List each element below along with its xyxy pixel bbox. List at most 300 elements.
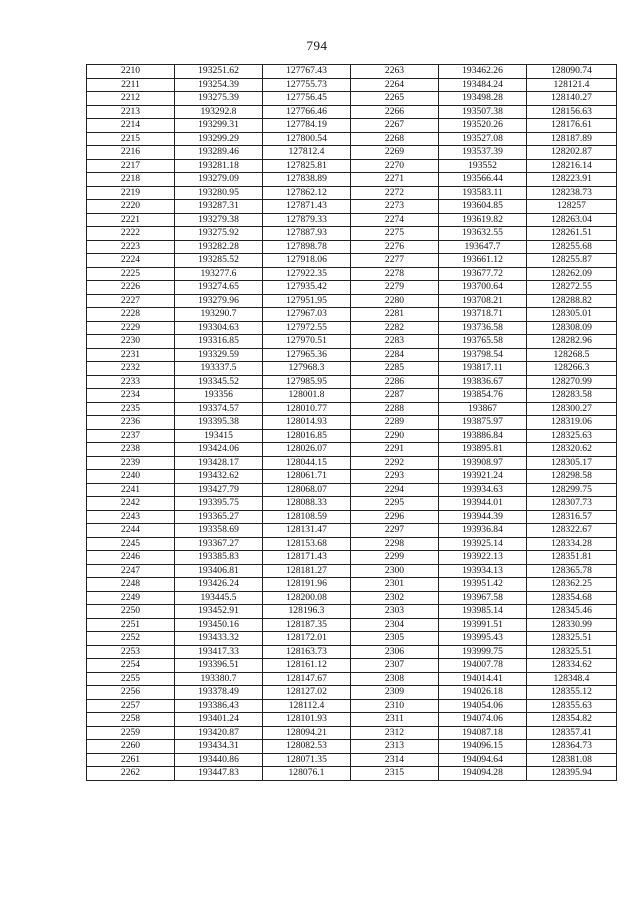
table-row xyxy=(87,713,617,727)
x-coordinate-cell: 193498.28 xyxy=(439,92,527,106)
point-number-cell: 2239 xyxy=(87,456,175,470)
y-coordinate-cell: 128257 xyxy=(527,200,617,214)
y-coordinate-cell: 128325.51 xyxy=(527,645,617,659)
x-coordinate-cell: 193395.38 xyxy=(175,416,263,430)
point-number-cell: 2308 xyxy=(351,672,439,686)
point-number-cell: 2241 xyxy=(87,483,175,497)
point-number-cell: 2298 xyxy=(351,537,439,551)
y-coordinate-cell: 128101.93 xyxy=(263,713,351,727)
y-coordinate-cell: 128163.73 xyxy=(263,645,351,659)
table-row xyxy=(87,510,617,524)
x-coordinate-cell: 193401.24 xyxy=(175,713,263,727)
table-row xyxy=(87,672,617,686)
point-number-cell: 2238 xyxy=(87,443,175,457)
y-coordinate-cell: 128108.59 xyxy=(263,510,351,524)
table-row xyxy=(87,564,617,578)
y-coordinate-cell: 128076.1 xyxy=(263,767,351,781)
y-coordinate-cell: 128016.85 xyxy=(263,429,351,443)
x-coordinate-cell: 194096.15 xyxy=(439,740,527,754)
y-coordinate-cell: 128202.87 xyxy=(527,146,617,160)
x-coordinate-cell: 193798.54 xyxy=(439,348,527,362)
y-coordinate-cell: 127972.55 xyxy=(263,321,351,335)
table-row xyxy=(87,726,617,740)
y-coordinate-cell: 128068.07 xyxy=(263,483,351,497)
point-number-cell: 2299 xyxy=(351,551,439,565)
x-coordinate-cell: 193345.52 xyxy=(175,375,263,389)
x-coordinate-cell: 194094.28 xyxy=(439,767,527,781)
y-coordinate-cell: 128355.63 xyxy=(527,699,617,713)
point-number-cell: 2278 xyxy=(351,267,439,281)
point-number-cell: 2221 xyxy=(87,213,175,227)
x-coordinate-cell: 193415 xyxy=(175,429,263,443)
x-coordinate-cell: 193275.39 xyxy=(175,92,263,106)
point-number-cell: 2305 xyxy=(351,632,439,646)
table-row xyxy=(87,254,617,268)
table-row xyxy=(87,618,617,632)
point-number-cell: 2283 xyxy=(351,335,439,349)
y-coordinate-cell: 128322.67 xyxy=(527,524,617,538)
x-coordinate-cell: 193406.81 xyxy=(175,564,263,578)
x-coordinate-cell: 193944.39 xyxy=(439,510,527,524)
x-coordinate-cell: 193428.17 xyxy=(175,456,263,470)
x-coordinate-cell: 193934.13 xyxy=(439,564,527,578)
y-coordinate-cell: 127879.33 xyxy=(263,213,351,227)
y-coordinate-cell: 128365.78 xyxy=(527,564,617,578)
x-coordinate-cell: 193396.51 xyxy=(175,659,263,673)
x-coordinate-cell: 193289.46 xyxy=(175,146,263,160)
y-coordinate-cell: 128255.68 xyxy=(527,240,617,254)
x-coordinate-cell: 193304.63 xyxy=(175,321,263,335)
y-coordinate-cell: 128348.4 xyxy=(527,672,617,686)
table-row xyxy=(87,335,617,349)
y-coordinate-cell: 127766.46 xyxy=(263,105,351,119)
point-number-cell: 2253 xyxy=(87,645,175,659)
point-number-cell: 2214 xyxy=(87,119,175,133)
x-coordinate-cell: 193854.76 xyxy=(439,389,527,403)
y-coordinate-cell: 128305.17 xyxy=(527,456,617,470)
y-coordinate-cell: 127812.4 xyxy=(263,146,351,160)
y-coordinate-cell: 128223.91 xyxy=(527,173,617,187)
table-row xyxy=(87,429,617,443)
x-coordinate-cell: 193967.58 xyxy=(439,591,527,605)
y-coordinate-cell: 128345.46 xyxy=(527,605,617,619)
x-coordinate-cell: 193484.24 xyxy=(439,78,527,92)
x-coordinate-cell: 193677.72 xyxy=(439,267,527,281)
y-coordinate-cell: 128268.5 xyxy=(527,348,617,362)
point-number-cell: 2230 xyxy=(87,335,175,349)
y-coordinate-cell: 128153.68 xyxy=(263,537,351,551)
y-coordinate-cell: 128354.68 xyxy=(527,591,617,605)
table-row xyxy=(87,119,617,133)
y-coordinate-cell: 128305.01 xyxy=(527,308,617,322)
x-coordinate-cell: 193290.7 xyxy=(175,308,263,322)
x-coordinate-cell: 193537.39 xyxy=(439,146,527,160)
x-coordinate-cell: 193287.31 xyxy=(175,200,263,214)
x-coordinate-cell: 193450.16 xyxy=(175,618,263,632)
point-number-cell: 2311 xyxy=(351,713,439,727)
point-number-cell: 2296 xyxy=(351,510,439,524)
x-coordinate-cell: 193925.14 xyxy=(439,537,527,551)
point-number-cell: 2224 xyxy=(87,254,175,268)
point-number-cell: 2268 xyxy=(351,132,439,146)
x-coordinate-cell: 193934.63 xyxy=(439,483,527,497)
x-coordinate-cell: 193936.84 xyxy=(439,524,527,538)
x-coordinate-cell: 193367.27 xyxy=(175,537,263,551)
y-coordinate-cell: 127898.78 xyxy=(263,240,351,254)
point-number-cell: 2264 xyxy=(351,78,439,92)
table-row xyxy=(87,267,617,281)
point-number-cell: 2295 xyxy=(351,497,439,511)
point-number-cell: 2226 xyxy=(87,281,175,295)
y-coordinate-cell: 127887.93 xyxy=(263,227,351,241)
y-coordinate-cell: 128362.25 xyxy=(527,578,617,592)
y-coordinate-cell: 128161.12 xyxy=(263,659,351,673)
x-coordinate-cell: 193329.59 xyxy=(175,348,263,362)
table-row xyxy=(87,686,617,700)
table-row xyxy=(87,632,617,646)
table-row xyxy=(87,740,617,754)
point-number-cell: 2306 xyxy=(351,645,439,659)
y-coordinate-cell: 127838.89 xyxy=(263,173,351,187)
point-number-cell: 2288 xyxy=(351,402,439,416)
x-coordinate-cell: 193647.7 xyxy=(439,240,527,254)
point-number-cell: 2213 xyxy=(87,105,175,119)
x-coordinate-cell: 193254.39 xyxy=(175,78,263,92)
point-number-cell: 2280 xyxy=(351,294,439,308)
y-coordinate-cell: 127825.81 xyxy=(263,159,351,173)
point-number-cell: 2300 xyxy=(351,564,439,578)
x-coordinate-cell: 193736.58 xyxy=(439,321,527,335)
y-coordinate-cell: 127922.35 xyxy=(263,267,351,281)
table-row xyxy=(87,281,617,295)
x-coordinate-cell: 194094.64 xyxy=(439,753,527,767)
point-number-cell: 2222 xyxy=(87,227,175,241)
x-coordinate-cell: 193507.38 xyxy=(439,105,527,119)
y-coordinate-cell: 128334.28 xyxy=(527,537,617,551)
point-number-cell: 2246 xyxy=(87,551,175,565)
y-coordinate-cell: 128334.62 xyxy=(527,659,617,673)
x-coordinate-cell: 193374.57 xyxy=(175,402,263,416)
point-number-cell: 2247 xyxy=(87,564,175,578)
table-row xyxy=(87,578,617,592)
point-number-cell: 2229 xyxy=(87,321,175,335)
point-number-cell: 2258 xyxy=(87,713,175,727)
x-coordinate-cell: 193281.18 xyxy=(175,159,263,173)
y-coordinate-cell: 127965.36 xyxy=(263,348,351,362)
table-row xyxy=(87,645,617,659)
x-coordinate-cell: 193279.38 xyxy=(175,213,263,227)
table-row xyxy=(87,65,617,79)
point-number-cell: 2265 xyxy=(351,92,439,106)
y-coordinate-cell: 128270.99 xyxy=(527,375,617,389)
x-coordinate-cell: 193836.67 xyxy=(439,375,527,389)
point-number-cell: 2310 xyxy=(351,699,439,713)
point-number-cell: 2235 xyxy=(87,402,175,416)
table-row xyxy=(87,537,617,551)
x-coordinate-cell: 193985.14 xyxy=(439,605,527,619)
y-coordinate-cell: 127871.43 xyxy=(263,200,351,214)
table-row xyxy=(87,200,617,214)
point-number-cell: 2290 xyxy=(351,429,439,443)
point-number-cell: 2262 xyxy=(87,767,175,781)
x-coordinate-cell: 193718.71 xyxy=(439,308,527,322)
table-row xyxy=(87,186,617,200)
y-coordinate-cell: 127784.19 xyxy=(263,119,351,133)
point-number-cell: 2220 xyxy=(87,200,175,214)
table-row xyxy=(87,416,617,430)
point-number-cell: 2211 xyxy=(87,78,175,92)
y-coordinate-cell: 127918.06 xyxy=(263,254,351,268)
x-coordinate-cell: 194074.06 xyxy=(439,713,527,727)
x-coordinate-cell: 193420.87 xyxy=(175,726,263,740)
table-row xyxy=(87,524,617,538)
y-coordinate-cell: 128131.47 xyxy=(263,524,351,538)
y-coordinate-cell: 128261.51 xyxy=(527,227,617,241)
y-coordinate-cell: 128121.4 xyxy=(527,78,617,92)
y-coordinate-cell: 128176.61 xyxy=(527,119,617,133)
table-row xyxy=(87,443,617,457)
point-number-cell: 2219 xyxy=(87,186,175,200)
table-row xyxy=(87,483,617,497)
x-coordinate-cell: 194087.18 xyxy=(439,726,527,740)
point-number-cell: 2274 xyxy=(351,213,439,227)
point-number-cell: 2225 xyxy=(87,267,175,281)
y-coordinate-cell: 128187.35 xyxy=(263,618,351,632)
point-number-cell: 2254 xyxy=(87,659,175,673)
point-number-cell: 2315 xyxy=(351,767,439,781)
x-coordinate-cell: 194026.18 xyxy=(439,686,527,700)
table-row xyxy=(87,591,617,605)
point-number-cell: 2234 xyxy=(87,389,175,403)
table-row xyxy=(87,308,617,322)
x-coordinate-cell: 193944.01 xyxy=(439,497,527,511)
table-row xyxy=(87,348,617,362)
y-coordinate-cell: 127968.3 xyxy=(263,362,351,376)
point-number-cell: 2233 xyxy=(87,375,175,389)
y-coordinate-cell: 128044.15 xyxy=(263,456,351,470)
point-number-cell: 2302 xyxy=(351,591,439,605)
y-coordinate-cell: 128191.96 xyxy=(263,578,351,592)
y-coordinate-cell: 128298.58 xyxy=(527,470,617,484)
point-number-cell: 2281 xyxy=(351,308,439,322)
y-coordinate-cell: 128308.09 xyxy=(527,321,617,335)
point-number-cell: 2285 xyxy=(351,362,439,376)
x-coordinate-cell: 193380.7 xyxy=(175,672,263,686)
x-coordinate-cell: 193895.81 xyxy=(439,443,527,457)
point-number-cell: 2260 xyxy=(87,740,175,754)
coordinates-table xyxy=(86,64,617,781)
x-coordinate-cell: 193447.83 xyxy=(175,767,263,781)
y-coordinate-cell: 128307.73 xyxy=(527,497,617,511)
x-coordinate-cell: 193817.11 xyxy=(439,362,527,376)
x-coordinate-cell: 193365.27 xyxy=(175,510,263,524)
y-coordinate-cell: 128014.93 xyxy=(263,416,351,430)
point-number-cell: 2228 xyxy=(87,308,175,322)
x-coordinate-cell: 193583.11 xyxy=(439,186,527,200)
x-coordinate-cell: 193999.75 xyxy=(439,645,527,659)
y-coordinate-cell: 128325.51 xyxy=(527,632,617,646)
point-number-cell: 2287 xyxy=(351,389,439,403)
x-coordinate-cell: 193299.29 xyxy=(175,132,263,146)
x-coordinate-cell: 193434.31 xyxy=(175,740,263,754)
point-number-cell: 2312 xyxy=(351,726,439,740)
y-coordinate-cell: 128187.89 xyxy=(527,132,617,146)
table-row xyxy=(87,132,617,146)
y-coordinate-cell: 128319.06 xyxy=(527,416,617,430)
x-coordinate-cell: 193462.26 xyxy=(439,65,527,79)
x-coordinate-cell: 193395.75 xyxy=(175,497,263,511)
point-number-cell: 2249 xyxy=(87,591,175,605)
point-number-cell: 2227 xyxy=(87,294,175,308)
point-number-cell: 2307 xyxy=(351,659,439,673)
y-coordinate-cell: 128262.09 xyxy=(527,267,617,281)
table-row xyxy=(87,321,617,335)
x-coordinate-cell: 193708.21 xyxy=(439,294,527,308)
point-number-cell: 2237 xyxy=(87,429,175,443)
x-coordinate-cell: 193566.44 xyxy=(439,173,527,187)
y-coordinate-cell: 127755.73 xyxy=(263,78,351,92)
point-number-cell: 2291 xyxy=(351,443,439,457)
point-number-cell: 2210 xyxy=(87,65,175,79)
table-row xyxy=(87,78,617,92)
y-coordinate-cell: 128082.53 xyxy=(263,740,351,754)
y-coordinate-cell: 128354.82 xyxy=(527,713,617,727)
x-coordinate-cell: 193424.06 xyxy=(175,443,263,457)
y-coordinate-cell: 128156.63 xyxy=(527,105,617,119)
x-coordinate-cell: 193440.86 xyxy=(175,753,263,767)
table-row xyxy=(87,497,617,511)
y-coordinate-cell: 128357.41 xyxy=(527,726,617,740)
point-number-cell: 2232 xyxy=(87,362,175,376)
point-number-cell: 2236 xyxy=(87,416,175,430)
point-number-cell: 2297 xyxy=(351,524,439,538)
table-row xyxy=(87,551,617,565)
table-row xyxy=(87,213,617,227)
point-number-cell: 2248 xyxy=(87,578,175,592)
x-coordinate-cell: 193445.5 xyxy=(175,591,263,605)
point-number-cell: 2303 xyxy=(351,605,439,619)
y-coordinate-cell: 128010.77 xyxy=(263,402,351,416)
point-number-cell: 2276 xyxy=(351,240,439,254)
point-number-cell: 2313 xyxy=(351,740,439,754)
point-number-cell: 2218 xyxy=(87,173,175,187)
table-row xyxy=(87,659,617,673)
y-coordinate-cell: 128316.57 xyxy=(527,510,617,524)
x-coordinate-cell: 193337.5 xyxy=(175,362,263,376)
point-number-cell: 2242 xyxy=(87,497,175,511)
table-row xyxy=(87,767,617,781)
y-coordinate-cell: 128216.14 xyxy=(527,159,617,173)
x-coordinate-cell: 193280.95 xyxy=(175,186,263,200)
y-coordinate-cell: 128088.33 xyxy=(263,497,351,511)
y-coordinate-cell: 128026.07 xyxy=(263,443,351,457)
x-coordinate-cell: 193527.08 xyxy=(439,132,527,146)
x-coordinate-cell: 193921.24 xyxy=(439,470,527,484)
y-coordinate-cell: 128127.02 xyxy=(263,686,351,700)
x-coordinate-cell: 193661.12 xyxy=(439,254,527,268)
y-coordinate-cell: 127767.43 xyxy=(263,65,351,79)
point-number-cell: 2259 xyxy=(87,726,175,740)
x-coordinate-cell: 193908.97 xyxy=(439,456,527,470)
point-number-cell: 2282 xyxy=(351,321,439,335)
y-coordinate-cell: 128147.67 xyxy=(263,672,351,686)
x-coordinate-cell: 193251.62 xyxy=(175,65,263,79)
x-coordinate-cell: 193552 xyxy=(439,159,527,173)
x-coordinate-cell: 193432.62 xyxy=(175,470,263,484)
y-coordinate-cell: 128364.73 xyxy=(527,740,617,754)
y-coordinate-cell: 128238.73 xyxy=(527,186,617,200)
x-coordinate-cell: 193951.42 xyxy=(439,578,527,592)
y-coordinate-cell: 128094.21 xyxy=(263,726,351,740)
point-number-cell: 2216 xyxy=(87,146,175,160)
point-number-cell: 2309 xyxy=(351,686,439,700)
table-row xyxy=(87,240,617,254)
y-coordinate-cell: 128200.08 xyxy=(263,591,351,605)
table-row xyxy=(87,375,617,389)
point-number-cell: 2270 xyxy=(351,159,439,173)
table-row xyxy=(87,456,617,470)
point-number-cell: 2256 xyxy=(87,686,175,700)
y-coordinate-cell: 128255.87 xyxy=(527,254,617,268)
y-coordinate-cell: 128001.8 xyxy=(263,389,351,403)
x-coordinate-cell: 193385.83 xyxy=(175,551,263,565)
point-number-cell: 2269 xyxy=(351,146,439,160)
x-coordinate-cell: 194054.06 xyxy=(439,699,527,713)
x-coordinate-cell: 193604.85 xyxy=(439,200,527,214)
point-number-cell: 2301 xyxy=(351,578,439,592)
table-row xyxy=(87,227,617,241)
y-coordinate-cell: 128272.55 xyxy=(527,281,617,295)
point-number-cell: 2294 xyxy=(351,483,439,497)
y-coordinate-cell: 127970.51 xyxy=(263,335,351,349)
table-row xyxy=(87,470,617,484)
point-number-cell: 2243 xyxy=(87,510,175,524)
y-coordinate-cell: 128299.75 xyxy=(527,483,617,497)
y-coordinate-cell: 128140.27 xyxy=(527,92,617,106)
table-row xyxy=(87,146,617,160)
point-number-cell: 2217 xyxy=(87,159,175,173)
x-coordinate-cell: 193886.84 xyxy=(439,429,527,443)
point-number-cell: 2279 xyxy=(351,281,439,295)
y-coordinate-cell: 128172.01 xyxy=(263,632,351,646)
point-number-cell: 2266 xyxy=(351,105,439,119)
coordinates-table-body xyxy=(87,65,617,781)
y-coordinate-cell: 127756.45 xyxy=(263,92,351,106)
point-number-cell: 2292 xyxy=(351,456,439,470)
y-coordinate-cell: 128090.74 xyxy=(527,65,617,79)
table-row xyxy=(87,294,617,308)
y-coordinate-cell: 127951.95 xyxy=(263,294,351,308)
point-number-cell: 2284 xyxy=(351,348,439,362)
y-coordinate-cell: 128381.08 xyxy=(527,753,617,767)
x-coordinate-cell: 193274.65 xyxy=(175,281,263,295)
x-coordinate-cell: 193875.97 xyxy=(439,416,527,430)
point-number-cell: 2250 xyxy=(87,605,175,619)
y-coordinate-cell: 128263.04 xyxy=(527,213,617,227)
point-number-cell: 2223 xyxy=(87,240,175,254)
table-row xyxy=(87,362,617,376)
x-coordinate-cell: 193299.31 xyxy=(175,119,263,133)
point-number-cell: 2314 xyxy=(351,753,439,767)
point-number-cell: 2273 xyxy=(351,200,439,214)
y-coordinate-cell: 128288.82 xyxy=(527,294,617,308)
y-coordinate-cell: 127985.95 xyxy=(263,375,351,389)
point-number-cell: 2267 xyxy=(351,119,439,133)
x-coordinate-cell: 193520.26 xyxy=(439,119,527,133)
x-coordinate-cell: 193765.58 xyxy=(439,335,527,349)
x-coordinate-cell: 194014.41 xyxy=(439,672,527,686)
x-coordinate-cell: 193452.91 xyxy=(175,605,263,619)
